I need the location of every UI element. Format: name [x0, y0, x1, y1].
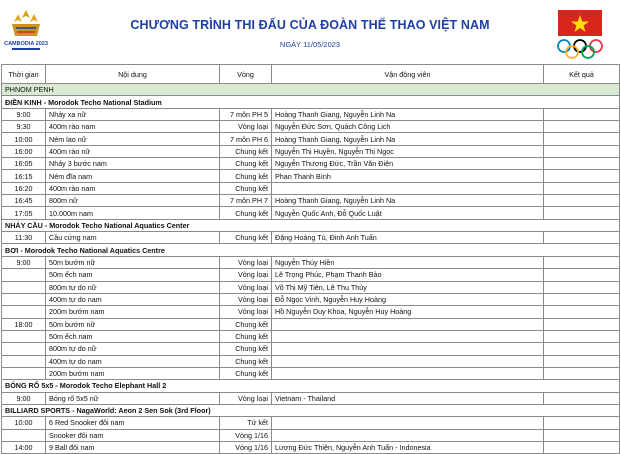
event-cell: Nhảy xa nữ: [46, 108, 220, 120]
athletes-cell: Đỗ Ngọc Vinh, Nguyễn Huy Hoàng: [272, 293, 544, 305]
table-row: [2, 392, 620, 404]
round-cell: Chung kết: [220, 145, 272, 157]
result-cell: [544, 429, 620, 441]
round-cell: Vòng 1/16: [220, 429, 272, 441]
result-cell: [544, 355, 620, 367]
event-cell: 50m bướm nữ: [46, 256, 220, 268]
athletes-cell: [272, 318, 544, 330]
table-row: [2, 133, 620, 145]
time-cell: 16:15: [2, 170, 46, 182]
event-cell: 10.000m nam: [46, 207, 220, 219]
table-header-row: [2, 65, 620, 84]
time-cell: 9:00: [2, 108, 46, 120]
sea-games-logo: [4, 6, 48, 56]
event-cell: 50m bướm nữ: [46, 318, 220, 330]
table-row: [2, 158, 620, 170]
athletes-cell: [272, 330, 544, 342]
time-cell: 9:00: [2, 256, 46, 268]
round-cell: Vòng loại: [220, 269, 272, 281]
column-header-athletes: Vận động viên: [272, 65, 544, 84]
table-row: [2, 281, 620, 293]
event-cell: 200m bướm nam: [46, 306, 220, 318]
venue-label: ĐIỀN KINH - Morodok Techo National Stadium: [2, 96, 620, 108]
time-cell: 16:00: [2, 145, 46, 157]
event-cell: 400m tự do nam: [46, 355, 220, 367]
athletes-cell: [272, 343, 544, 355]
result-cell: [544, 330, 620, 342]
time-cell: [2, 429, 46, 441]
table-row: [2, 256, 620, 268]
result-cell: [544, 417, 620, 429]
athletes-cell: Nguyễn Quốc Anh, Đỗ Quốc Luật: [272, 207, 544, 219]
athletes-cell: Hồ Nguyễn Duy Khoa, Nguyễn Huy Hoàng: [272, 306, 544, 318]
time-cell: [2, 330, 46, 342]
event-cell: 50m ếch nam: [46, 330, 220, 342]
round-cell: Chung kết: [220, 170, 272, 182]
result-cell: [544, 293, 620, 305]
event-cell: 400m rào nam: [46, 182, 220, 194]
table-row: [2, 330, 620, 342]
result-cell: [544, 108, 620, 120]
page-date: NGÀY 11/05/2023: [279, 40, 341, 49]
result-cell: [544, 269, 620, 281]
time-cell: 14:00: [2, 441, 46, 453]
athletes-cell: Nguyễn Thúy Hiền: [272, 256, 544, 268]
athletes-cell: [272, 182, 544, 194]
event-cell: 400m rào nam: [46, 121, 220, 133]
venue-label: BÓNG RỔ 5x5 - Morodok Techo Elephant Hall 2: [2, 380, 620, 392]
city-row: [2, 84, 620, 96]
round-cell: Vòng loại: [220, 121, 272, 133]
time-cell: 16:45: [2, 195, 46, 207]
time-cell: 10:00: [2, 133, 46, 145]
venue-row: [2, 404, 620, 416]
time-cell: 9:00: [2, 392, 46, 404]
athletes-cell: Nguyễn Thị Huyền, Nguyễn Thị Ngọc: [272, 145, 544, 157]
time-cell: 10:00: [2, 417, 46, 429]
table-row: [2, 293, 620, 305]
city-label: PHNOM PENH: [2, 84, 620, 96]
round-cell: Chung kết: [220, 158, 272, 170]
event-cell: 50m ếch nam: [46, 269, 220, 281]
round-cell: Vòng loại: [220, 256, 272, 268]
venue-label: BILLIARD SPORTS - NagaWorld: Aeon 2 Sen Sok (3rd Floor): [2, 404, 620, 416]
result-cell: [544, 145, 620, 157]
table-row: [2, 417, 620, 429]
round-cell: Chung kết: [220, 232, 272, 244]
result-cell: [544, 306, 620, 318]
result-cell: [544, 343, 620, 355]
round-cell: Chung kết: [220, 367, 272, 379]
result-cell: [544, 170, 620, 182]
table-row: [2, 355, 620, 367]
athletes-cell: Hoàng Thanh Giang, Nguyễn Linh Na: [272, 108, 544, 120]
event-cell: Cầu cứng nam: [46, 232, 220, 244]
athletes-cell: Võ Thị Mỹ Tiên, Lê Thu Thủy: [272, 281, 544, 293]
vietnam-olympic-logo: [548, 6, 612, 62]
round-cell: Vòng loại: [220, 306, 272, 318]
result-cell: [544, 207, 620, 219]
result-cell: [544, 318, 620, 330]
column-header-round: Vòng: [220, 65, 272, 84]
table-row: [2, 108, 620, 120]
result-cell: [544, 195, 620, 207]
round-cell: Chung kết: [220, 207, 272, 219]
athletes-cell: [272, 355, 544, 367]
time-cell: 18:00: [2, 318, 46, 330]
event-cell: Ném đĩa nam: [46, 170, 220, 182]
athletes-cell: [272, 367, 544, 379]
round-cell: Chung kết: [220, 343, 272, 355]
time-cell: 17:05: [2, 207, 46, 219]
round-cell: Chung kết: [220, 182, 272, 194]
schedule-table: [1, 64, 620, 454]
table-row: [2, 145, 620, 157]
column-header-event: Nội dung: [46, 65, 220, 84]
venue-row: [2, 96, 620, 108]
time-cell: [2, 343, 46, 355]
document-header: [0, 0, 620, 64]
event-cell: 200m bướm nam: [46, 367, 220, 379]
round-cell: 7 môn PH 6: [220, 133, 272, 145]
page-title: CHƯƠNG TRÌNH THI ĐẤU CỦA ĐOÀN THỂ THAO VIỆT NAM: [130, 18, 490, 32]
schedule-body: [2, 84, 620, 454]
time-cell: [2, 355, 46, 367]
logo-caption: CAMBODIA 2023: [4, 41, 48, 47]
venue-label: NHẢY CẦU - Morodok Techo National Aquatics Center: [2, 219, 620, 231]
time-cell: [2, 293, 46, 305]
table-row: [2, 306, 620, 318]
event-cell: 800m tự do nữ: [46, 281, 220, 293]
event-cell: 400m tự do nam: [46, 293, 220, 305]
athletes-cell: Hoàng Thanh Giang, Nguyễn Linh Na: [272, 195, 544, 207]
time-cell: [2, 306, 46, 318]
athletes-cell: Vietnam - Thailand: [272, 392, 544, 404]
round-cell: 7 môn PH 5: [220, 108, 272, 120]
result-cell: [544, 367, 620, 379]
table-row: [2, 367, 620, 379]
round-cell: Vòng loại: [220, 281, 272, 293]
table-row: [2, 182, 620, 194]
time-cell: [2, 367, 46, 379]
table-row: [2, 429, 620, 441]
athletes-cell: [272, 429, 544, 441]
time-cell: 11:30: [2, 232, 46, 244]
result-cell: [544, 121, 620, 133]
venue-row: [2, 244, 620, 256]
round-cell: Chung kết: [220, 318, 272, 330]
event-cell: Ném lao nữ: [46, 133, 220, 145]
time-cell: 16:05: [2, 158, 46, 170]
venue-row: [2, 380, 620, 392]
venue-label: BƠI - Morodok Techo National Aquatics Centre: [2, 244, 620, 256]
result-cell: [544, 158, 620, 170]
athletes-cell: Lương Đức Thiện, Nguyễn Anh Tuấn - Indonesia: [272, 441, 544, 453]
time-cell: 16:20: [2, 182, 46, 194]
round-cell: Tứ kết: [220, 417, 272, 429]
table-row: [2, 343, 620, 355]
column-header-time: Thời gian: [2, 65, 46, 84]
athletes-cell: [272, 417, 544, 429]
result-cell: [544, 133, 620, 145]
table-row: [2, 269, 620, 281]
table-row: [2, 121, 620, 133]
round-cell: Chung kết: [220, 330, 272, 342]
round-cell: 7 môn PH 7: [220, 195, 272, 207]
event-cell: 800m tự do nữ: [46, 343, 220, 355]
time-cell: 9:30: [2, 121, 46, 133]
result-cell: [544, 281, 620, 293]
event-cell: 9 Ball đôi nam: [46, 441, 220, 453]
time-cell: [2, 281, 46, 293]
athletes-cell: Nguyễn Thượng Đức, Trần Văn Điện: [272, 158, 544, 170]
event-cell: Bóng rổ 5x5 nữ: [46, 392, 220, 404]
event-cell: 400m rào nữ: [46, 145, 220, 157]
athletes-cell: Phan Thanh Bình: [272, 170, 544, 182]
result-cell: [544, 256, 620, 268]
round-cell: Vòng loại: [220, 392, 272, 404]
athletes-cell: Hoàng Thanh Giang, Nguyễn Linh Na: [272, 133, 544, 145]
event-cell: Nhảy 3 bước nam: [46, 158, 220, 170]
table-row: [2, 170, 620, 182]
venue-row: [2, 219, 620, 231]
result-cell: [544, 182, 620, 194]
event-cell: Snooker đôi nam: [46, 429, 220, 441]
result-cell: [544, 441, 620, 453]
athletes-cell: Nguyễn Đức Sơn, Quách Công Lịch: [272, 121, 544, 133]
round-cell: Vòng 1/16: [220, 441, 272, 453]
event-cell: 800m nữ: [46, 195, 220, 207]
table-row: [2, 207, 620, 219]
table-row: [2, 441, 620, 453]
result-cell: [544, 392, 620, 404]
result-cell: [544, 232, 620, 244]
column-header-result: Kết quả: [544, 65, 620, 84]
table-row: [2, 232, 620, 244]
time-cell: [2, 269, 46, 281]
athletes-cell: Đặng Hoàng Tú, Đinh Anh Tuấn: [272, 232, 544, 244]
table-row: [2, 318, 620, 330]
athletes-cell: Lê Trọng Phúc, Phạm Thanh Bảo: [272, 269, 544, 281]
table-row: [2, 195, 620, 207]
event-cell: 6 Red Snooker đôi nam: [46, 417, 220, 429]
round-cell: Chung kết: [220, 355, 272, 367]
round-cell: Vòng loại: [220, 293, 272, 305]
